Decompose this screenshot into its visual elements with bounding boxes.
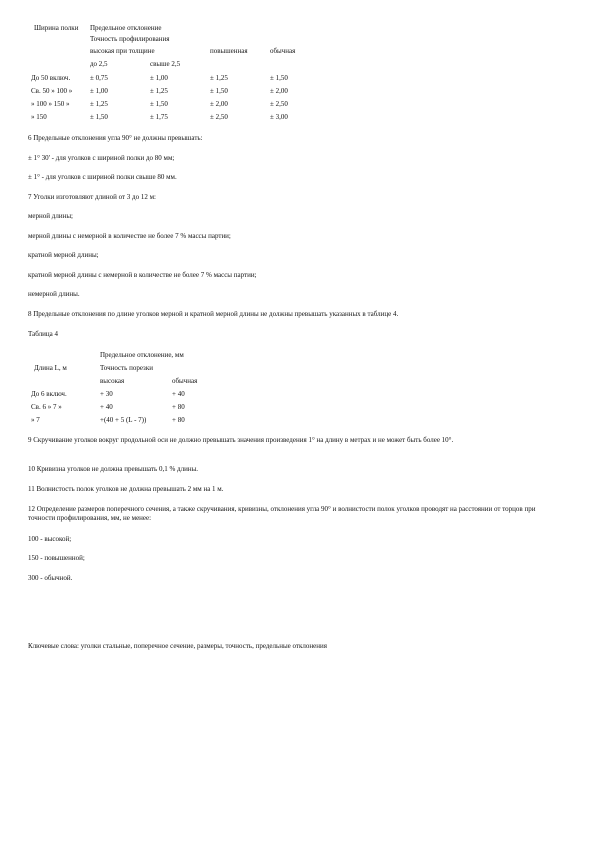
paragraph-7-item: кратной мерной длины; (28, 251, 99, 259)
paragraph-7-item: кратной мерной длины с немерной в количестве не более 7 % массы партии; (28, 271, 257, 279)
table4-head-normal: обычная (172, 377, 198, 385)
paragraph-9: 9 Скручивание уголков вокруг продольной оси не должно превышать значения произведения 1° на длину в метрах и не может быть более 10°. (28, 436, 454, 444)
table3-cell: ± 1,25 (90, 100, 108, 108)
table4-head-high: высокая (100, 377, 125, 385)
table4-cell: + 40 (172, 390, 185, 398)
table4-head-deviation: Предельное отклонение, мм (100, 351, 184, 359)
paragraph-12-item: 300 - обычной. (28, 574, 73, 582)
paragraph-10: 10 Кривизна уголков не должна превышать 0,1 % длины. (28, 465, 199, 473)
table3-cell: ± 1,50 (150, 100, 168, 108)
table3-head-width: Ширина полки (34, 24, 79, 32)
table3-cell: ± 3,00 (270, 113, 288, 121)
paragraph-8: 8 Предельные отклонения по длине уголков мерной и кратной мерной длины не должны превышать указанных в таблице 4. (28, 310, 399, 318)
table3-cell: До 50 включ. (31, 74, 71, 82)
table3-cell: ± 1,00 (150, 74, 168, 82)
table4-cell: До 6 включ. (31, 390, 67, 398)
table4-cell: +(40 + 5 (L - 7)) (100, 416, 147, 424)
paragraph-6-item: ± 1° 30' - для уголков с шириной полки до 80 мм; (28, 154, 175, 162)
paragraph-7-item: мерной длины; (28, 212, 73, 220)
paragraph-12-item: 150 - повышенной; (28, 554, 85, 562)
table3-head-high-a: до 2,5 (90, 60, 108, 68)
paragraph-12: 12 Определение размеров поперечного сечения, а также скручивания, кривизны, отклонения угла 90° и волнистости полок уголков проводят на расстоянии от торцов при точности профилирования, мм, не менее: (28, 505, 536, 522)
table3-head-high: высокая при толщине (90, 47, 155, 55)
table3-cell: » 150 (31, 113, 47, 121)
paragraph-12-item: 100 - высокой; (28, 535, 72, 543)
table4-cell: + 40 (100, 403, 113, 411)
table3-cell: ± 1,50 (270, 74, 288, 82)
paragraph-11: 11 Волнистость полок уголков не должна превышать 2 мм на 1 м. (28, 485, 224, 493)
table3-head-increased: повышенная (210, 47, 248, 55)
table4-cell: + 30 (100, 390, 113, 398)
table3-cell: ± 1,00 (90, 87, 108, 95)
table3-cell: ± 0,75 (90, 74, 108, 82)
table3-head-precision: Точность профилирования (90, 35, 170, 43)
paragraph-7-item: мерной длины с немерной в количестве не более 7 % массы партии; (28, 232, 231, 240)
paragraph-7-title: 7 Уголки изготовляют длиной от 3 до 12 м: (28, 193, 156, 201)
table4-cell: + 80 (172, 403, 185, 411)
table4-cell: + 80 (172, 416, 185, 424)
table3-cell: ± 1,50 (90, 113, 108, 121)
table3-cell: Св. 50 » 100 » (31, 87, 73, 95)
table3-cell: ± 2,00 (270, 87, 288, 95)
table3-cell: ± 2,00 (210, 100, 228, 108)
paragraph-6-title: 6 Предельные отклонения угла 90° не должны превышать: (28, 134, 203, 142)
table4-head-precision: Точность порезки (100, 364, 153, 372)
table3-cell: ± 2,50 (270, 100, 288, 108)
table4-cell: Св. 6 » 7 » (31, 403, 62, 411)
table4-cell: » 7 (31, 416, 40, 424)
table3-cell: ± 1,25 (150, 87, 168, 95)
paragraph-6-item: ± 1° - для уголков с шириной полки свыше 80 мм. (28, 173, 177, 181)
table3-cell: ± 2,50 (210, 113, 228, 121)
table3-head-high-b: свыше 2,5 (150, 60, 181, 68)
table3-cell: ± 1,25 (210, 74, 228, 82)
table3-cell: ± 1,75 (150, 113, 168, 121)
table3-head-normal: обычная (270, 47, 296, 55)
table3-cell: » 100 » 150 » (31, 100, 70, 108)
table4-caption: Таблица 4 (28, 330, 58, 338)
keywords: Ключевые слова: уголки стальные, поперечное сечение, размеры, точность, предельные отклонения (28, 642, 327, 650)
table3-cell: ± 1,50 (210, 87, 228, 95)
paragraph-7-item: немерной длины. (28, 290, 80, 298)
table3-head-deviation: Предельное отклонение (90, 24, 162, 32)
table4-head-length: Длина L, м (34, 364, 67, 372)
